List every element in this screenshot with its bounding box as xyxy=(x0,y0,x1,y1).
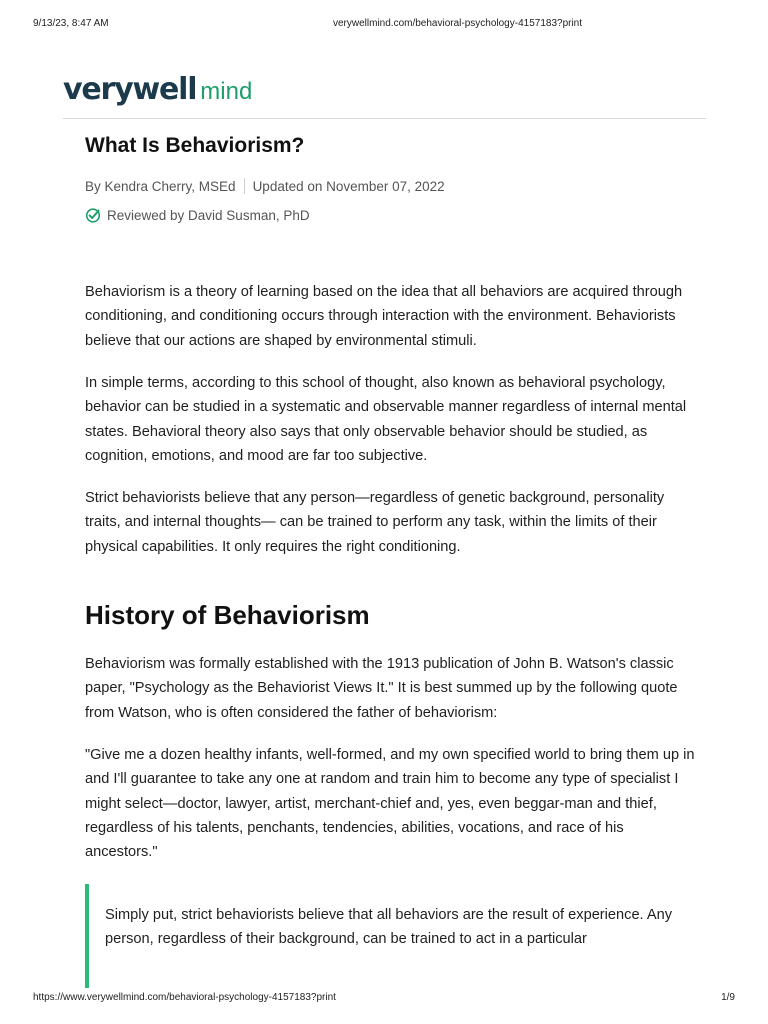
callout-text: Simply put, strict behaviorists believe that all behaviors are the result of experience. Any person, regardless of their background, can be trained to act in a particular xyxy=(105,907,673,948)
print-footer xyxy=(33,992,735,1006)
logo-brand: verywell xyxy=(63,72,197,107)
byline-separator xyxy=(244,178,245,194)
history-paragraph-1: Behaviorism was formally established with the 1913 publication of John B. Watson's classic paper, "Psychology as the Behaviorist Views It." It is best summed up by the following quote from Watson, who is often considered the father of behaviorism: xyxy=(85,656,678,721)
print-header-url: verywellmind.com/behavioral-psychology-4157183?print xyxy=(333,18,583,29)
byline xyxy=(85,178,445,194)
section-heading-history: History of Behaviorism xyxy=(85,600,370,630)
article-title: What Is Behaviorism? xyxy=(85,134,305,157)
page-number: 1/9 xyxy=(721,992,735,1003)
print-footer-url: https://www.verywellmind.com/behavioral-psychology-4157183?print xyxy=(33,992,336,1003)
callout-accent-bar xyxy=(85,884,89,988)
intro-paragraph-3: Strict behaviorists believe that any person—regardless of genetic background, personality traits, and internal thoughts— can be trained to perform any task, within the limits of their physical capabilities. It only requires the right conditioning. xyxy=(85,490,665,555)
reviewer-link[interactable]: Reviewed by David Susman, PhD xyxy=(107,207,310,223)
updated-date: Updated on November 07, 2022 xyxy=(252,178,445,194)
intro-paragraph-2: In simple terms, according to this school of thought, also known as behavioral psychology, behavior can be studied in a systematic and observable manner regardless of internal mental states. Behavioral theory also says that only observable behavior should be studied, as cognition, emotions, and mood are far too subjective. xyxy=(85,375,687,464)
check-circle-icon xyxy=(85,207,101,223)
watson-quote: "Give me a dozen healthy infants, well-formed, and my own specified world to bring them up in and I'll guarantee to take any one at random and train him to become any type of specialist I might select—doctor, lawyer, artist, merchant-chief and, yes, even beggar-man and thief, regardless of his talents, penchants, tendencies, abilities, vocations, and race of his ancestors." xyxy=(85,747,695,861)
logo-sub: mind xyxy=(200,78,253,105)
site-logo[interactable] xyxy=(63,72,252,112)
intro-paragraph-1: Behaviorism is a theory of learning based on the idea that all behaviors are acquired through conditioning, and conditioning occurs through interaction with the environment. Behaviorists believe that our actions are shaped by environmental stimuli. xyxy=(85,284,683,349)
print-header xyxy=(33,18,735,32)
reviewer-line xyxy=(85,207,310,223)
header-divider xyxy=(63,118,706,119)
author-link[interactable]: By Kendra Cherry, MSEd xyxy=(85,178,236,194)
print-datetime: 9/13/23, 8:47 AM xyxy=(33,18,109,29)
